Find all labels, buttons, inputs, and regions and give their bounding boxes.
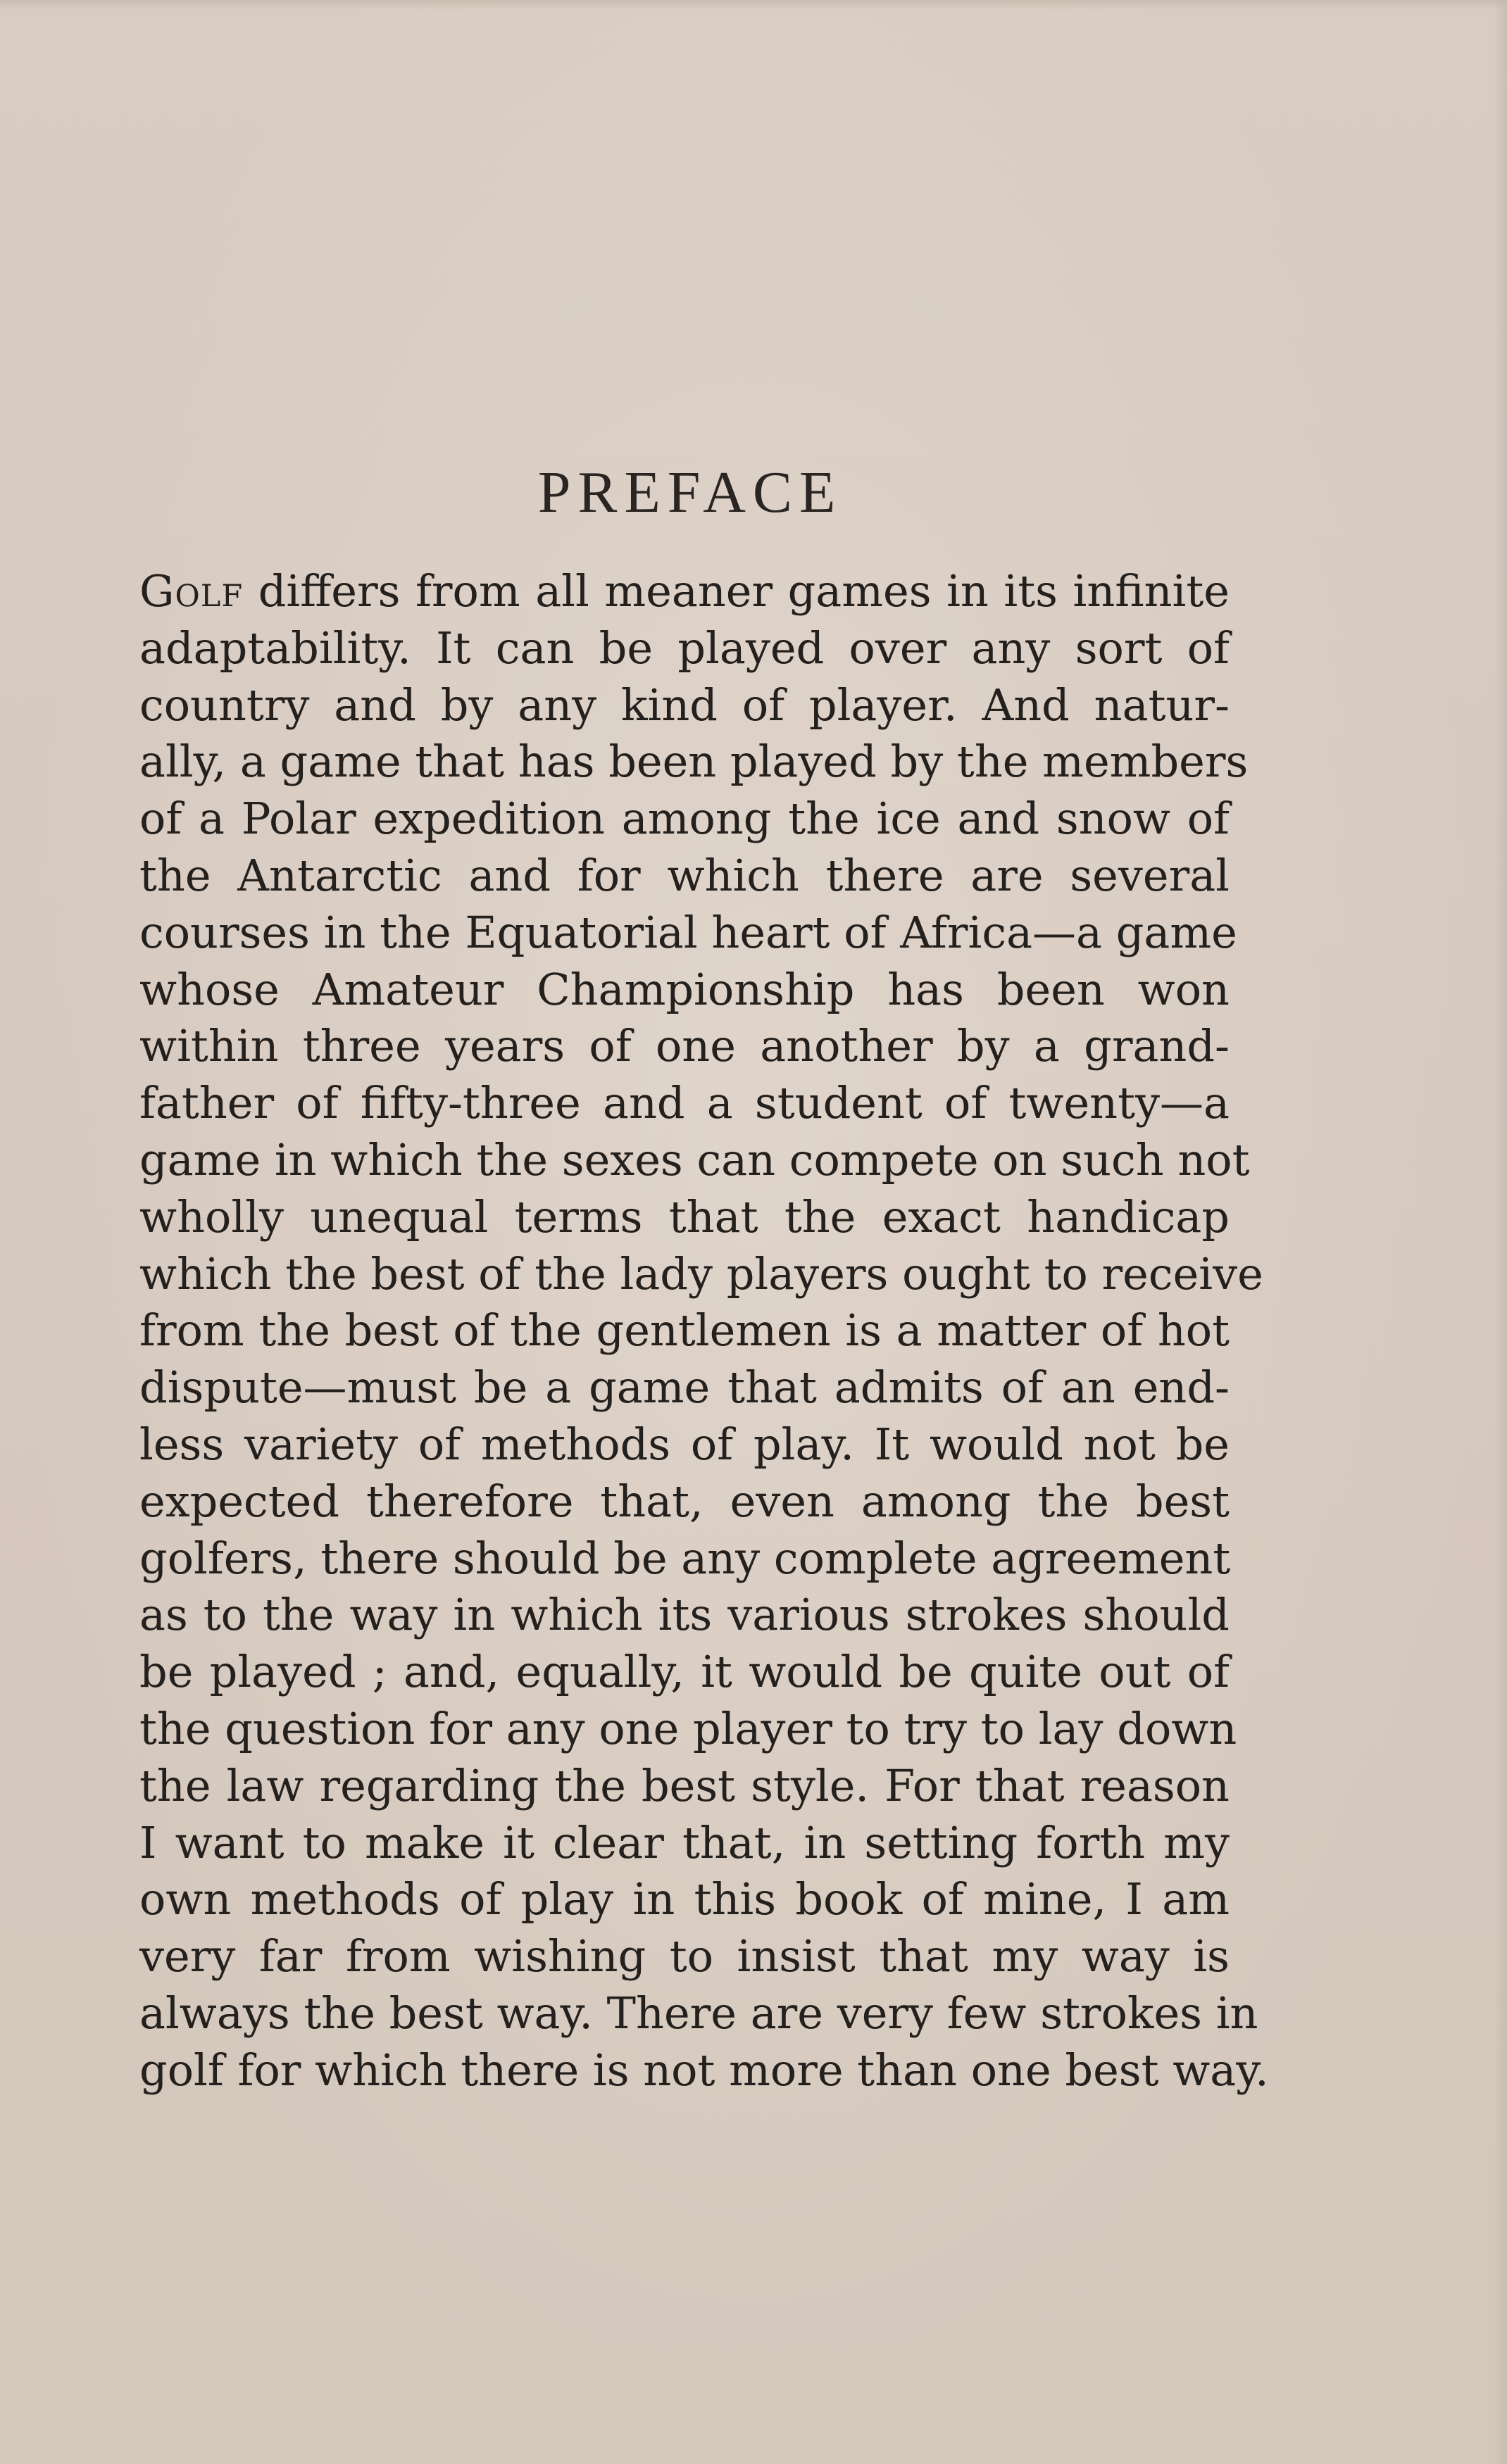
text-line: from the best of the gentlemen is a matter of hot [139,1305,1230,1357]
text-line: own methods of play in this book of mine, I am [139,1873,1230,1925]
page-right-edge [1494,0,1507,2464]
lead-word: Golf [139,565,244,617]
text-line: country and by any kind of player. And natur- [139,679,1230,731]
text-line: the question for any one player to try to lay down [139,1702,1237,1754]
text-line: always the best way. There are very few strokes in [139,1987,1258,2039]
page-title: PREFACE [537,460,843,525]
text-line-content: differs from all meaner games in its infinite [243,565,1230,617]
text-line: less variety of methods of play. It would not be [139,1418,1230,1470]
text-line [139,563,1230,620]
text-line: of a Polar expedition among the ice and snow of [139,793,1230,845]
text-line: father of fifty-three and a student of twenty—a [139,1077,1230,1129]
text-line: wholly unequal terms that the exact handicap [139,1190,1230,1243]
text-line: game in which the sexes can compete on such not [139,1133,1250,1186]
text-line: golf for which there is not more than one best way. [139,2044,1269,2096]
text-line: the Antarctic and for which there are several [139,849,1230,901]
preface-paragraph [139,563,1269,2099]
text-line: ally, a game that has been played by the members [139,736,1249,788]
page-top-edge [0,0,1507,10]
text-line: the law regarding the best style. For that reason [139,1759,1230,1811]
text-line: adaptability. It can be played over any sort of [139,622,1230,674]
text-line: as to the way in which its various strokes should [139,1589,1230,1641]
text-line: I want to make it clear that, in setting forth my [139,1816,1230,1868]
text-line: which the best of the lady players ought to receive [139,1247,1263,1300]
text-line: expected therefore that, even among the best [139,1475,1230,1527]
text-line: courses in the Equatorial heart of Africa—a game [139,906,1237,958]
text-line: dispute—must be a game that admits of an end- [139,1362,1230,1414]
text-line: very far from wishing to insist that my way is [139,1930,1230,1982]
text-line: within three years of one another by a grand- [139,1020,1230,1072]
text-line: whose Amateur Championship has been won [139,963,1230,1015]
text-line: golfers, there should be any complete agreement [139,1532,1231,1584]
text-line: be played ; and, equally, it would be quite out of [139,1646,1230,1698]
